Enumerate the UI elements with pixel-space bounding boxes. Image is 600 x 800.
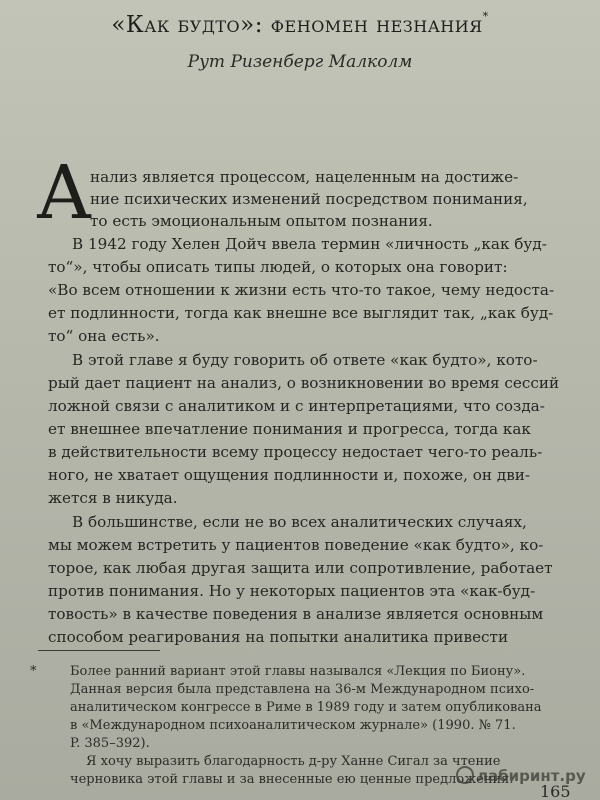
body-line: ложной связи с аналитиком и с интерпретациями, что созда- xyxy=(48,397,545,415)
body-line: в действительности всему процессу недостает чего-то реаль- xyxy=(48,443,543,461)
footnote-line: Я хочу выразить благодарность д-ру Ханне Сигал за чтение xyxy=(86,754,501,769)
body-line: ет внешнее впечатление понимания и прогресса, тогда как xyxy=(48,420,531,438)
body-line: ет подлинности, тогда как внешне все выглядит так, „как буд- xyxy=(48,304,554,322)
body-line: В 1942 году Хелен Дойч ввела термин «личность „как буд- xyxy=(72,235,547,253)
body-line: нализ является процессом, нацеленным на достиже- xyxy=(90,168,519,186)
body-line: «Во всем отношении к жизни есть что-то такое, чему недоста- xyxy=(48,281,555,299)
drop-cap: А xyxy=(36,150,93,236)
body-line: В этой главе я буду говорить об ответе «как будто», кото- xyxy=(72,351,538,369)
body-line: то“ она есть». xyxy=(48,327,160,345)
chapter-title: «Как будто»: феномен незнания* xyxy=(111,10,489,38)
author-name: Рут Ризенберг Малколм xyxy=(187,52,413,72)
footnote-line: P. 385–392). xyxy=(70,736,150,751)
body-line: жется в никуда. xyxy=(48,489,178,507)
body-line: товость» в качестве поведения в анализе является основным xyxy=(48,605,544,623)
footnote-line: Данная версия была представлена на 36-м Международном психо- xyxy=(70,682,535,697)
body-line: способом реагирования на попытки аналитика привести xyxy=(48,628,509,646)
footnote-line: в «Международном психоаналитическом журнале» (1990. № 71. xyxy=(70,718,516,733)
footnote-marker: * xyxy=(482,10,489,23)
body-line: против понимания. Но у некоторых пациентов эта «как-буд- xyxy=(48,582,536,600)
body-line: то“», чтобы описать типы людей, о которых она говорит: xyxy=(48,258,508,276)
watermark-logo: лабиринт.ру xyxy=(456,766,586,785)
footnote-mark: * xyxy=(30,664,37,679)
body-line: рый дает пациент на анализ, о возникновении во время сессий xyxy=(48,374,560,392)
body-line: то есть эмоциональным опытом познания. xyxy=(90,212,433,230)
body-line: В большинстве, если не во всех аналитических случаях, xyxy=(72,513,527,531)
footnote-line: Более ранний вариант этой главы назывался «Лекция по Биону». xyxy=(70,664,526,679)
body-line: торое, как любая другая защита или сопротивление, работает xyxy=(48,559,553,577)
footnote-line: аналитическом конгрессе в Риме в 1989 году и затем опубликована xyxy=(70,700,542,715)
footnote-divider xyxy=(38,650,160,651)
labyrinth-logo-icon xyxy=(456,766,474,784)
body-line: ного, не хватает ощущения подлинности и, похоже, он дви- xyxy=(48,466,531,484)
page-number: 165 xyxy=(540,782,571,800)
footnote-line: черновика этой главы и за внесенные ею ценные предложения. xyxy=(70,772,514,787)
body-line: мы можем встретить у пациентов поведение «как будто», ко- xyxy=(48,536,544,554)
body-line: ние психических изменений посредством понимания, xyxy=(90,190,528,208)
